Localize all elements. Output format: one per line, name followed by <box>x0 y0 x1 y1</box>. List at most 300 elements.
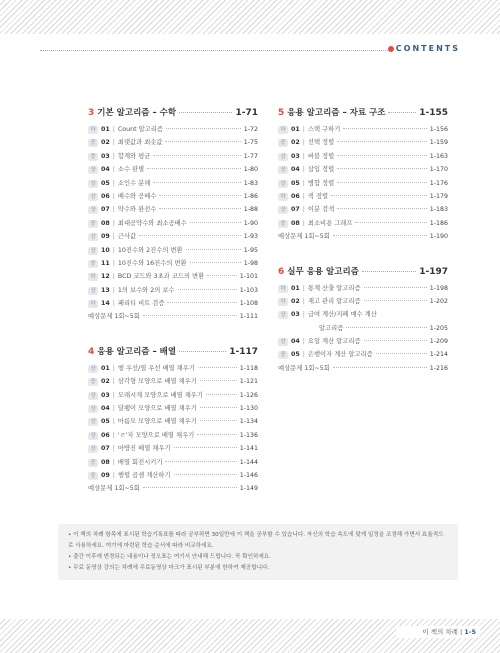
section-title-row[interactable] <box>278 106 448 120</box>
item-page: 1-77 <box>243 152 258 160</box>
toc-item[interactable] <box>88 164 258 177</box>
item-title: 1의 보수와 2의 보수 <box>117 286 175 294</box>
difficulty-badge: 중 <box>278 220 288 228</box>
item-title: 10진수와 2진수의 변환 <box>117 246 183 254</box>
difficulty-badge: 상 <box>88 180 98 188</box>
item-divider: | <box>112 364 115 372</box>
difficulty-badge: 상 <box>278 153 288 161</box>
toc-item[interactable] <box>278 336 448 349</box>
leader-dots <box>337 155 426 156</box>
item-title: 삼각형 모양으로 배열 채우기 <box>117 378 197 386</box>
item-page: 1-186 <box>429 219 448 227</box>
exam-page: 1-190 <box>429 233 448 241</box>
item-number: 02 <box>291 139 300 147</box>
leader-dots <box>190 262 241 263</box>
item-page: 1-103 <box>239 286 258 294</box>
leader-dots <box>174 447 237 448</box>
difficulty-badge: 하 <box>278 126 288 134</box>
item-divider: | <box>112 445 115 453</box>
item-number: 07 <box>101 206 110 214</box>
item-page: 1-176 <box>429 179 448 187</box>
item-number: 05 <box>291 179 300 187</box>
item-divider: | <box>112 300 115 308</box>
item-divider: | <box>112 431 115 439</box>
item-page: 1-101 <box>239 273 258 281</box>
item-number: 01 <box>101 126 110 133</box>
toc-item[interactable] <box>88 430 258 443</box>
difficulty-badge: 상 <box>88 405 98 413</box>
leader-dots <box>153 155 240 156</box>
toc-section <box>88 345 258 497</box>
item-divider: | <box>112 286 115 294</box>
item-page: 1-214 <box>429 351 448 359</box>
toc-item[interactable] <box>278 164 448 177</box>
leader-dots <box>355 222 426 223</box>
item-number: 05 <box>291 351 300 359</box>
note-2-text: 출간 이후에 변경되는 내용이나 정오표는 여기서 안내해 드립니다. 꼭 확인하세요. <box>73 554 271 560</box>
section-title: 응용 알고리즘 – 자료 구조 <box>287 108 386 118</box>
item-title: 은행이자 계산 알고리즘 <box>307 351 373 359</box>
item-number: 11 <box>101 259 110 267</box>
difficulty-badge: 중 <box>88 378 98 386</box>
item-number: 10 <box>101 246 110 254</box>
item-divider: | <box>112 471 115 479</box>
section-title: 기본 알고리즘 – 수학 <box>97 108 177 118</box>
item-divider: | <box>112 219 115 227</box>
item-page: 1-108 <box>239 300 258 308</box>
item-number: 01 <box>291 284 300 292</box>
leader-dots <box>165 461 236 462</box>
item-page: 1-141 <box>239 445 258 453</box>
contents-header <box>40 44 460 56</box>
item-divider: | <box>302 152 305 160</box>
item-title: 선택 정렬 <box>307 139 335 147</box>
toc-item[interactable] <box>278 309 448 322</box>
toc-item[interactable] <box>88 245 258 258</box>
section-number: 6 <box>278 266 285 277</box>
item-divider: | <box>302 179 305 187</box>
item-page: 1-163 <box>429 152 448 160</box>
item-number: 01 <box>291 126 300 133</box>
leader-dots <box>343 128 426 129</box>
toc-item[interactable] <box>88 231 258 244</box>
item-number: 13 <box>101 286 110 294</box>
leader-dots <box>207 275 237 276</box>
item-number: 09 <box>101 233 110 241</box>
leader-dots <box>364 340 427 341</box>
toc-item[interactable] <box>88 376 258 389</box>
difficulty-badge: 상 <box>88 392 98 400</box>
toc-section <box>88 106 258 325</box>
item-title: 최댓값과 최솟값 <box>117 139 163 147</box>
item-page: 1-80 <box>243 166 258 174</box>
difficulty-badge: 하 <box>88 126 98 134</box>
difficulty-badge: 상 <box>88 247 98 255</box>
leader-dots <box>200 420 237 421</box>
leader-dots <box>376 353 427 354</box>
section-number: 3 <box>88 108 95 118</box>
section-title-row[interactable] <box>88 345 258 359</box>
item-title-continued: 알고리즘 <box>319 324 344 332</box>
item-number: 07 <box>101 445 110 453</box>
difficulty-badge: 중 <box>88 472 98 480</box>
difficulty-badge: 중 <box>88 153 98 161</box>
leader-dots <box>153 182 240 183</box>
item-title: 마름모 모양으로 배열 채우기 <box>117 418 197 426</box>
section-number: 5 <box>278 108 285 118</box>
leader-dots <box>179 112 232 113</box>
difficulty-badge: 상 <box>278 206 288 214</box>
difficulty-badge: 중 <box>88 459 98 467</box>
leader-dots <box>346 327 426 328</box>
note-bullet: • <box>68 554 74 560</box>
item-title: 최대공약수와 최소공배수 <box>117 219 187 227</box>
item-title: 모래시계 모양으로 배열 채우기 <box>117 391 203 399</box>
item-page: 1-86 <box>243 192 258 200</box>
item-title: 급여 계산/지폐 매수 계산 <box>307 311 377 319</box>
item-title: Count 알고리즘 <box>117 126 163 133</box>
item-number: 08 <box>101 219 110 227</box>
note-3-text: 무료 동영상 강의는 차례에 무료동영상 마크가 표시된 부분에 한하여 제공합니다. <box>73 565 270 571</box>
toc-item[interactable] <box>88 204 258 217</box>
item-number: 02 <box>101 378 110 386</box>
toc-item[interactable] <box>88 457 258 470</box>
item-divider: | <box>302 206 305 214</box>
item-title: 합계와 평균 <box>117 152 151 160</box>
difficulty-badge: 중 <box>278 351 288 359</box>
toc-item[interactable] <box>88 363 258 376</box>
top-hatch-band <box>0 0 500 34</box>
difficulty-badge: 상 <box>88 233 98 241</box>
item-title: 달팽이 모양으로 배열 채우기 <box>117 405 197 413</box>
item-number: 04 <box>101 166 110 174</box>
item-title: 퀵 정렬 <box>307 192 329 200</box>
item-page: 1-136 <box>239 431 258 439</box>
item-page: 1-98 <box>243 259 258 267</box>
item-divider: | <box>302 284 305 292</box>
page-footer <box>396 626 480 638</box>
item-page: 1-88 <box>243 206 258 214</box>
notes-box <box>58 524 458 580</box>
exam-row[interactable] <box>88 483 258 496</box>
leader-dots <box>167 302 236 303</box>
item-number: 08 <box>101 458 110 466</box>
item-number: 12 <box>101 273 110 281</box>
item-divider: | <box>112 259 115 267</box>
item-divider: | <box>302 311 305 319</box>
difficulty-badge: 상 <box>88 206 98 214</box>
toc-item[interactable] <box>278 283 448 296</box>
item-number: 04 <box>291 338 300 346</box>
toc-item[interactable] <box>278 296 448 309</box>
item-divider: | <box>112 152 115 160</box>
section-title-row[interactable] <box>278 265 448 279</box>
item-title: 행 우선/열 우선 배열 채우기 <box>117 364 195 372</box>
section-number: 4 <box>88 346 95 357</box>
item-page: 1-170 <box>429 166 448 174</box>
difficulty-badge: 상 <box>88 193 98 201</box>
item-divider: | <box>302 297 305 305</box>
leader-dots <box>159 208 240 209</box>
toc-item[interactable] <box>88 285 258 298</box>
note-1-text: 이 책의 차례 항목에 표시된 학습기록표를 따라 공부하면 30일만에 이 책을 공부할 수 있습니다. 자신의 학습 속도에 맞게 일정을 조정해 가면서 효율적으로 사용하세요. 여기에 마련된 학습 순서에 따라 비교하세요. <box>68 532 444 549</box>
toc-item[interactable] <box>278 191 448 204</box>
item-page: 1-118 <box>239 364 258 372</box>
toc-item[interactable] <box>88 416 258 429</box>
item-page: 1-72 <box>243 126 258 133</box>
toc-item[interactable] <box>278 204 448 217</box>
exam-title: 예상문제 1회~5회 <box>88 313 140 321</box>
toc-item[interactable] <box>88 258 258 271</box>
left-column <box>88 106 258 497</box>
item-number: 14 <box>101 300 110 308</box>
leader-dots <box>337 141 426 142</box>
item-divider: | <box>112 126 115 133</box>
toc-item[interactable] <box>278 151 448 164</box>
difficulty-badge: 상 <box>88 287 98 295</box>
header-rule <box>40 50 388 51</box>
item-divider: | <box>112 166 115 174</box>
item-title: 버블 정렬 <box>307 152 335 160</box>
item-page: 1-179 <box>429 192 448 200</box>
leader-dots <box>364 300 427 301</box>
exam-row[interactable] <box>88 311 258 324</box>
item-divider: | <box>112 246 115 254</box>
leader-dots <box>362 271 416 272</box>
item-number: 05 <box>101 418 110 426</box>
item-title: 병합 정렬 <box>307 179 335 187</box>
item-number: 08 <box>291 219 300 227</box>
item-divider: | <box>112 273 115 281</box>
difficulty-badge: 상 <box>278 338 288 346</box>
leader-dots <box>166 128 241 129</box>
item-page: 1-83 <box>243 179 258 187</box>
exam-row[interactable] <box>278 231 448 244</box>
item-title: 재고 관리 알고리즘 <box>307 297 361 305</box>
toc-item[interactable] <box>278 137 448 150</box>
item-number: 06 <box>101 431 110 439</box>
item-title: 근사값 <box>117 233 137 241</box>
item-title: 소인수 분해 <box>117 179 151 187</box>
toc-item[interactable] <box>278 218 448 231</box>
leader-dots <box>333 367 427 368</box>
footer-sep: | <box>459 628 463 636</box>
item-divider: | <box>302 126 305 133</box>
item-divider: | <box>302 192 305 200</box>
toc-item-continuation[interactable] <box>278 323 448 336</box>
leader-dots <box>139 235 241 236</box>
item-page: 1-134 <box>239 418 258 426</box>
toc-item[interactable] <box>88 298 258 311</box>
item-page: 1-130 <box>239 405 258 413</box>
item-page: 1-202 <box>429 297 448 305</box>
toc-item[interactable] <box>88 271 258 284</box>
item-divider: | <box>112 378 115 386</box>
toc-section <box>278 265 448 377</box>
item-divider: | <box>302 351 305 359</box>
toc-item[interactable] <box>278 124 448 137</box>
item-title: 최소비용 그래프 <box>307 219 353 227</box>
leader-dots <box>206 394 237 395</box>
item-divider: | <box>112 458 115 466</box>
item-divider: | <box>112 206 115 214</box>
exam-row[interactable] <box>278 363 448 376</box>
leader-dots <box>174 474 237 475</box>
toc-item[interactable] <box>278 349 448 362</box>
item-number: 03 <box>291 311 300 319</box>
item-page: 1-146 <box>239 471 258 479</box>
difficulty-badge: 상 <box>88 432 98 440</box>
header-dot-icon <box>388 46 394 52</box>
toc-item[interactable] <box>88 124 258 137</box>
item-title: BCD 코드와 3초과 코드의 변환 <box>117 273 205 281</box>
item-title: 이분 검색 <box>307 206 335 214</box>
difficulty-badge: 상 <box>278 180 288 188</box>
toc-item[interactable] <box>88 218 258 231</box>
item-page: 1-205 <box>429 324 448 332</box>
difficulty-badge: 상 <box>88 365 98 373</box>
difficulty-badge: 상 <box>88 166 98 174</box>
item-title: 'ㄹ'자 모양으로 배열 채우기 <box>117 431 195 439</box>
difficulty-badge: 중 <box>88 139 98 147</box>
leader-dots <box>186 249 241 250</box>
item-title: 마방진 배열 채우기 <box>117 445 171 453</box>
item-divider: | <box>302 139 305 147</box>
item-divider: | <box>112 391 115 399</box>
toc-item[interactable] <box>88 390 258 403</box>
item-title: 배수와 공배수 <box>117 192 157 200</box>
difficulty-badge: 상 <box>88 418 98 426</box>
leader-dots <box>337 168 426 169</box>
item-title: 패리티 비트 검증 <box>117 300 165 308</box>
exam-title: 예상문제 1회~5회 <box>278 233 330 241</box>
note-1 <box>68 530 448 552</box>
leader-dots <box>200 407 237 408</box>
difficulty-badge: 하 <box>278 285 288 293</box>
item-number: 04 <box>101 405 110 413</box>
item-title: 약수와 완전수 <box>117 206 157 214</box>
item-page: 1-121 <box>239 378 258 386</box>
difficulty-badge: 상 <box>88 445 98 453</box>
section-title: 실무 응용 알고리즘 <box>287 266 359 277</box>
item-title: 요일 계산 알고리즘 <box>307 338 361 346</box>
item-number: 02 <box>291 297 300 305</box>
leader-dots <box>143 315 237 316</box>
difficulty-badge: 하 <box>278 193 288 201</box>
leader-dots <box>333 235 427 236</box>
difficulty-badge: 하 <box>88 300 98 308</box>
difficulty-badge: 중 <box>88 220 98 228</box>
item-number: 09 <box>101 471 110 479</box>
item-number: 03 <box>101 391 110 399</box>
item-divider: | <box>112 418 115 426</box>
leader-dots <box>179 351 226 352</box>
item-divider: | <box>302 166 305 174</box>
item-divider: | <box>302 219 305 227</box>
leader-dots <box>364 287 427 288</box>
footer-text: 이 책의 차례 <box>422 628 458 636</box>
item-title: 10진수와 16진수의 변환 <box>117 259 187 267</box>
toc-item[interactable] <box>88 178 258 191</box>
item-page: 1-126 <box>239 391 258 399</box>
exam-title: 예상문제 1회~5회 <box>278 364 330 372</box>
item-page: 1-90 <box>243 219 258 227</box>
item-divider: | <box>112 179 115 187</box>
item-page: 1-209 <box>429 338 448 346</box>
leader-dots <box>331 195 427 196</box>
section-title-row[interactable] <box>88 106 258 120</box>
item-page: 1-75 <box>243 139 258 147</box>
exam-title: 예상문제 1회~5회 <box>88 485 140 493</box>
exam-page: 1-111 <box>239 313 258 321</box>
note-bullet: • <box>68 565 74 571</box>
toc-item[interactable] <box>88 151 258 164</box>
item-title: 통계 산출 알고리즘 <box>307 284 361 292</box>
exam-page: 1-149 <box>239 485 258 493</box>
toc-item[interactable] <box>88 137 258 150</box>
right-column <box>278 106 448 376</box>
section-page: 1-117 <box>229 346 258 357</box>
item-number: 03 <box>291 152 300 160</box>
difficulty-badge: 중 <box>88 260 98 268</box>
item-page: 1-159 <box>429 139 448 147</box>
difficulty-badge: 상 <box>278 166 288 174</box>
item-page: 1-144 <box>239 458 258 466</box>
contents-label: CONTENTS <box>395 44 460 53</box>
difficulty-badge: 하 <box>278 298 288 306</box>
leader-dots <box>388 112 416 113</box>
item-title: 삽입 정렬 <box>307 166 335 174</box>
difficulty-badge: 하 <box>88 273 98 281</box>
section-page: 1-155 <box>419 108 448 118</box>
note-2 <box>68 552 448 563</box>
note-3 <box>68 563 448 574</box>
note-bullet: • <box>68 532 74 538</box>
item-page: 1-183 <box>429 206 448 214</box>
item-title: 소수 판별 <box>117 166 145 174</box>
leader-dots <box>143 487 237 488</box>
leader-dots <box>337 208 426 209</box>
item-divider: | <box>112 192 115 200</box>
item-number: 04 <box>291 166 300 174</box>
item-page: 1-95 <box>243 246 258 254</box>
leader-dots <box>198 367 237 368</box>
toc-item[interactable] <box>88 191 258 204</box>
toc-item[interactable] <box>278 178 448 191</box>
item-number: 01 <box>101 364 110 372</box>
item-title: 스택 구하기 <box>307 126 341 133</box>
toc-item[interactable] <box>88 403 258 416</box>
item-divider: | <box>112 405 115 413</box>
item-page: 1-93 <box>243 233 258 241</box>
item-page: 1-198 <box>429 284 448 292</box>
toc-section <box>278 106 448 245</box>
contents-label-wrap <box>388 44 460 53</box>
difficulty-badge: 중 <box>278 139 288 147</box>
leader-dots <box>190 222 241 223</box>
toc-item[interactable] <box>88 470 258 483</box>
item-title: 행렬 곱셈 계산하기 <box>117 471 171 479</box>
leader-dots <box>165 141 240 142</box>
item-number: 03 <box>101 152 110 160</box>
footer-page: 1-5 <box>464 628 476 636</box>
item-number: 05 <box>101 179 110 187</box>
leader-dots <box>337 182 426 183</box>
item-divider: | <box>302 338 305 346</box>
item-divider: | <box>112 139 115 147</box>
item-number: 02 <box>101 139 110 147</box>
toc-item[interactable] <box>88 443 258 456</box>
